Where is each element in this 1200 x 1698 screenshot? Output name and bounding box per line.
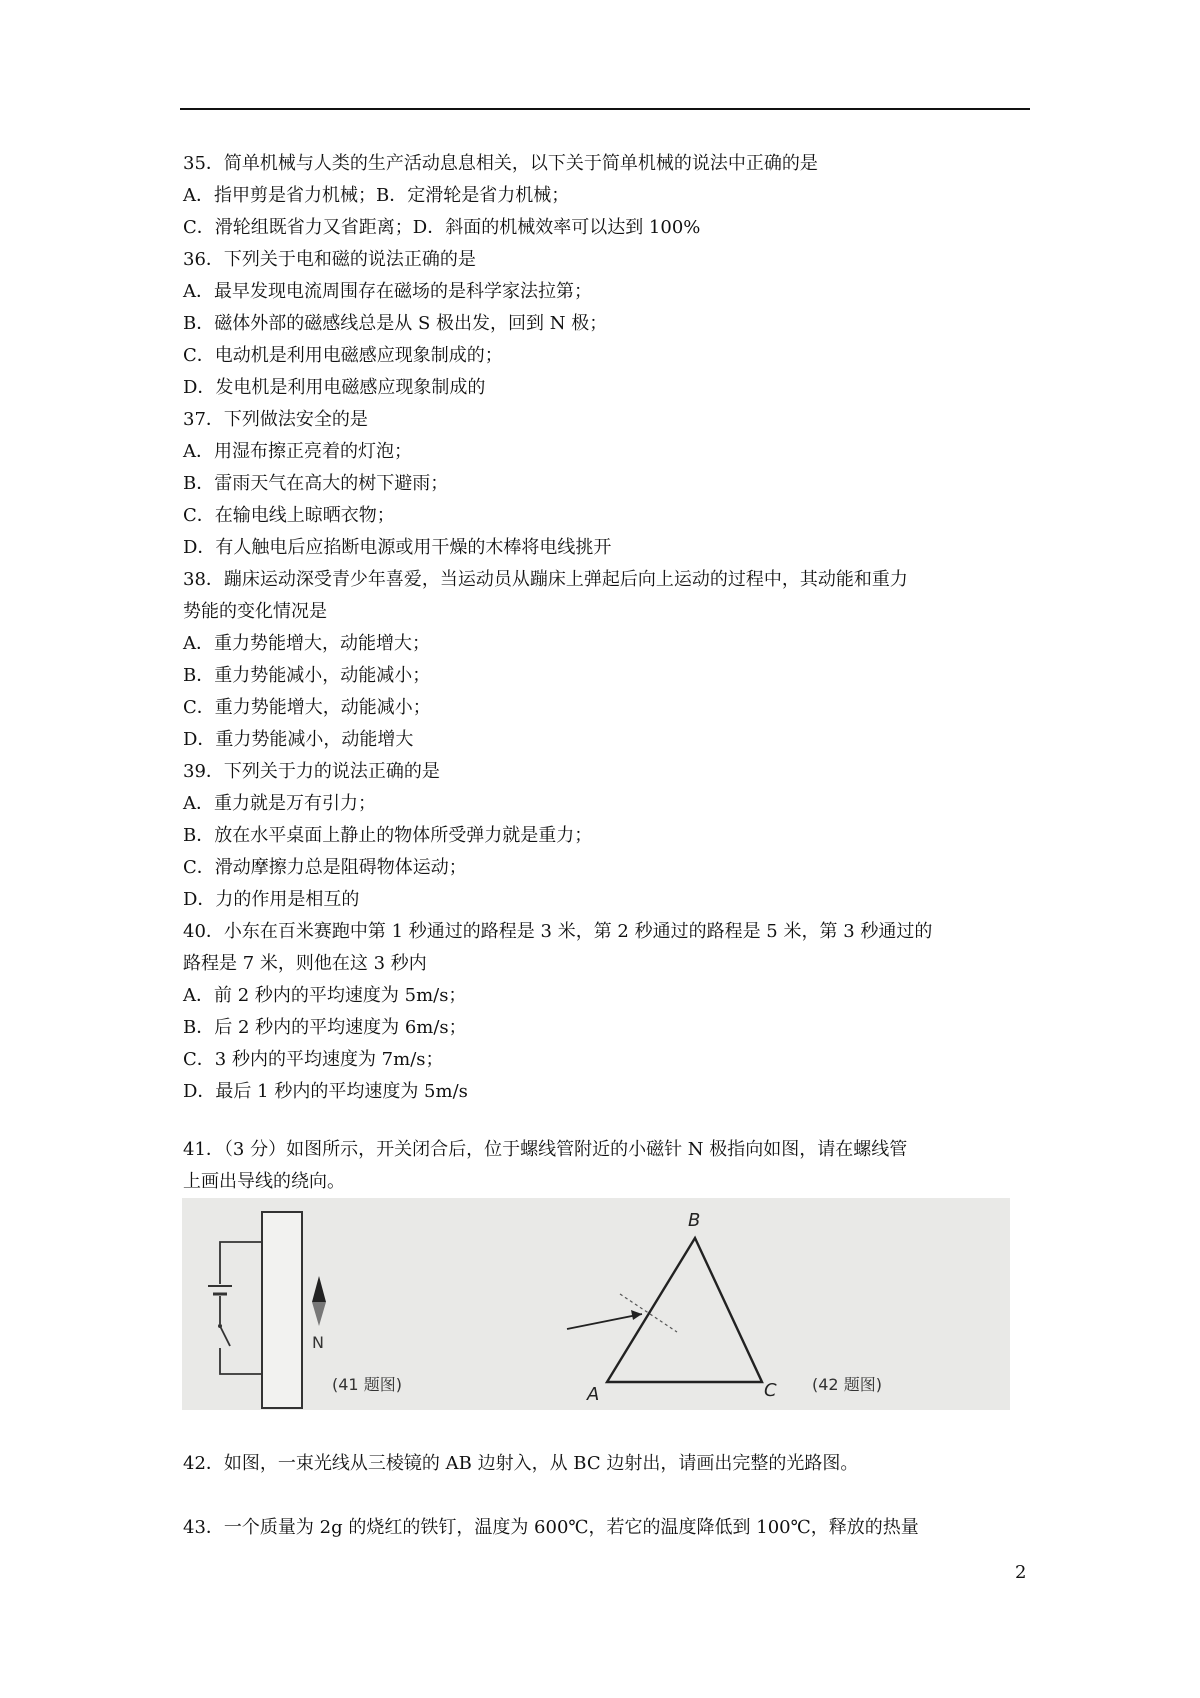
needle-south-half [312, 1302, 326, 1326]
incident-ray [567, 1314, 642, 1329]
prism-triangle [607, 1238, 762, 1382]
fig41-caption: (41 题图) [332, 1375, 402, 1394]
switch-lever [220, 1326, 230, 1346]
question-39 [183, 756, 1033, 916]
circuit-wire [220, 1348, 262, 1374]
question-line: 37．下列做法安全的是 [183, 409, 368, 430]
question-list [183, 148, 1033, 1198]
circuit-wire [220, 1242, 262, 1284]
question-37 [183, 404, 1033, 564]
header-rule [180, 108, 1030, 110]
question-line: C．重力势能增大，动能减小； [183, 697, 431, 718]
question-line: 39．下列关于力的说法正确的是 [183, 761, 440, 782]
question-line: C．滑轮组既省力又省距离；D．斜面的机械效率可以达到 100% [183, 217, 701, 238]
question-line: 36．下列关于电和磁的说法正确的是 [183, 249, 476, 270]
question-41 [183, 1134, 1033, 1198]
question-line: C．3 秒内的平均速度为 7m/s； [183, 1049, 444, 1070]
question-line: D．有人触电后应掐断电源或用干燥的木棒将电线挑开 [183, 537, 612, 558]
question-line: A．用湿布擦正亮着的灯泡； [183, 441, 412, 462]
question-line: B．重力势能减小，动能减小； [183, 665, 431, 686]
solenoid-figure [208, 1212, 402, 1408]
question-line: B．放在水平桌面上静止的物体所受弹力就是重力； [183, 825, 593, 846]
solenoid-body [262, 1212, 302, 1408]
question-38 [183, 564, 1033, 756]
question-line: B．磁体外部的磁感线总是从 S 极出发，回到 N 极； [183, 313, 608, 334]
question-35 [183, 148, 1033, 244]
question-43: 43．一个质量为 2g 的烧红的铁钉，温度为 600℃，若它的温度降低到 100℃，释放的热量 [183, 1517, 919, 1538]
spacer [183, 1108, 1033, 1134]
figure-panel [182, 1198, 1010, 1410]
question-line: 上画出导线的绕向。 [183, 1171, 345, 1192]
question-line: A．最早发现电流周围存在磁场的是科学家法拉第； [183, 281, 592, 302]
question-line: C．电动机是利用电磁感应现象制成的； [183, 345, 503, 366]
prism-figure [567, 1210, 882, 1405]
question-line: 35．简单机械与人类的生产活动息息相关，以下关于简单机械的说法中正确的是 [183, 153, 818, 174]
question-line: C．在输电线上晾晒衣物； [183, 505, 395, 526]
question-line: 路程是 7 米，则他在这 3 秒内 [183, 953, 427, 974]
question-line: C．滑动摩擦力总是阻碍物体运动； [183, 857, 467, 878]
question-line: 41．（3 分）如图所示，开关闭合后，位于螺线管附近的小磁针 N 极指向如图，请在螺线管 [183, 1139, 908, 1160]
vertex-b-label: B [688, 1210, 701, 1231]
question-line: D．发电机是利用电磁感应现象制成的 [183, 377, 486, 398]
figure-svg [182, 1198, 1010, 1410]
question-line: 40．小东在百米赛跑中第 1 秒通过的路程是 3 米，第 2 秒通过的路程是 5 米，第 3 秒通过的 [183, 921, 933, 942]
question-line: D．最后 1 秒内的平均速度为 5m/s [183, 1081, 468, 1102]
question-line: A．重力势能增大，动能增大； [183, 633, 430, 654]
question-line: A．指甲剪是省力机械；B．定滑轮是省力机械； [183, 185, 570, 206]
question-36 [183, 244, 1033, 404]
page-number: 2 [1015, 1562, 1027, 1583]
question-line: A．前 2 秒内的平均速度为 5m/s； [183, 985, 467, 1006]
question-42: 42．如图，一束光线从三棱镜的 AB 边射入，从 BC 边射出，请画出完整的光路图。 [183, 1453, 859, 1474]
question-line: 38．蹦床运动深受青少年喜爱，当运动员从蹦床上弹起后向上运动的过程中，其动能和重力 [183, 569, 908, 590]
ray-arrow-icon [631, 1310, 642, 1320]
vertex-a-label: A [587, 1384, 600, 1405]
question-line: D．力的作用是相互的 [183, 889, 360, 910]
needle-label: N [312, 1333, 324, 1352]
question-line: D．重力势能减小，动能增大 [183, 729, 414, 750]
vertex-c-label: C [764, 1380, 777, 1401]
fig42-caption: (42 题图) [812, 1375, 882, 1394]
question-line: B．后 2 秒内的平均速度为 6m/s； [183, 1017, 467, 1038]
needle-north-half [312, 1276, 326, 1302]
question-line: B．雷雨天气在高大的树下避雨； [183, 473, 449, 494]
question-40 [183, 916, 1033, 1108]
question-line: 势能的变化情况是 [183, 601, 327, 622]
question-line: A．重力就是万有引力； [183, 793, 376, 814]
